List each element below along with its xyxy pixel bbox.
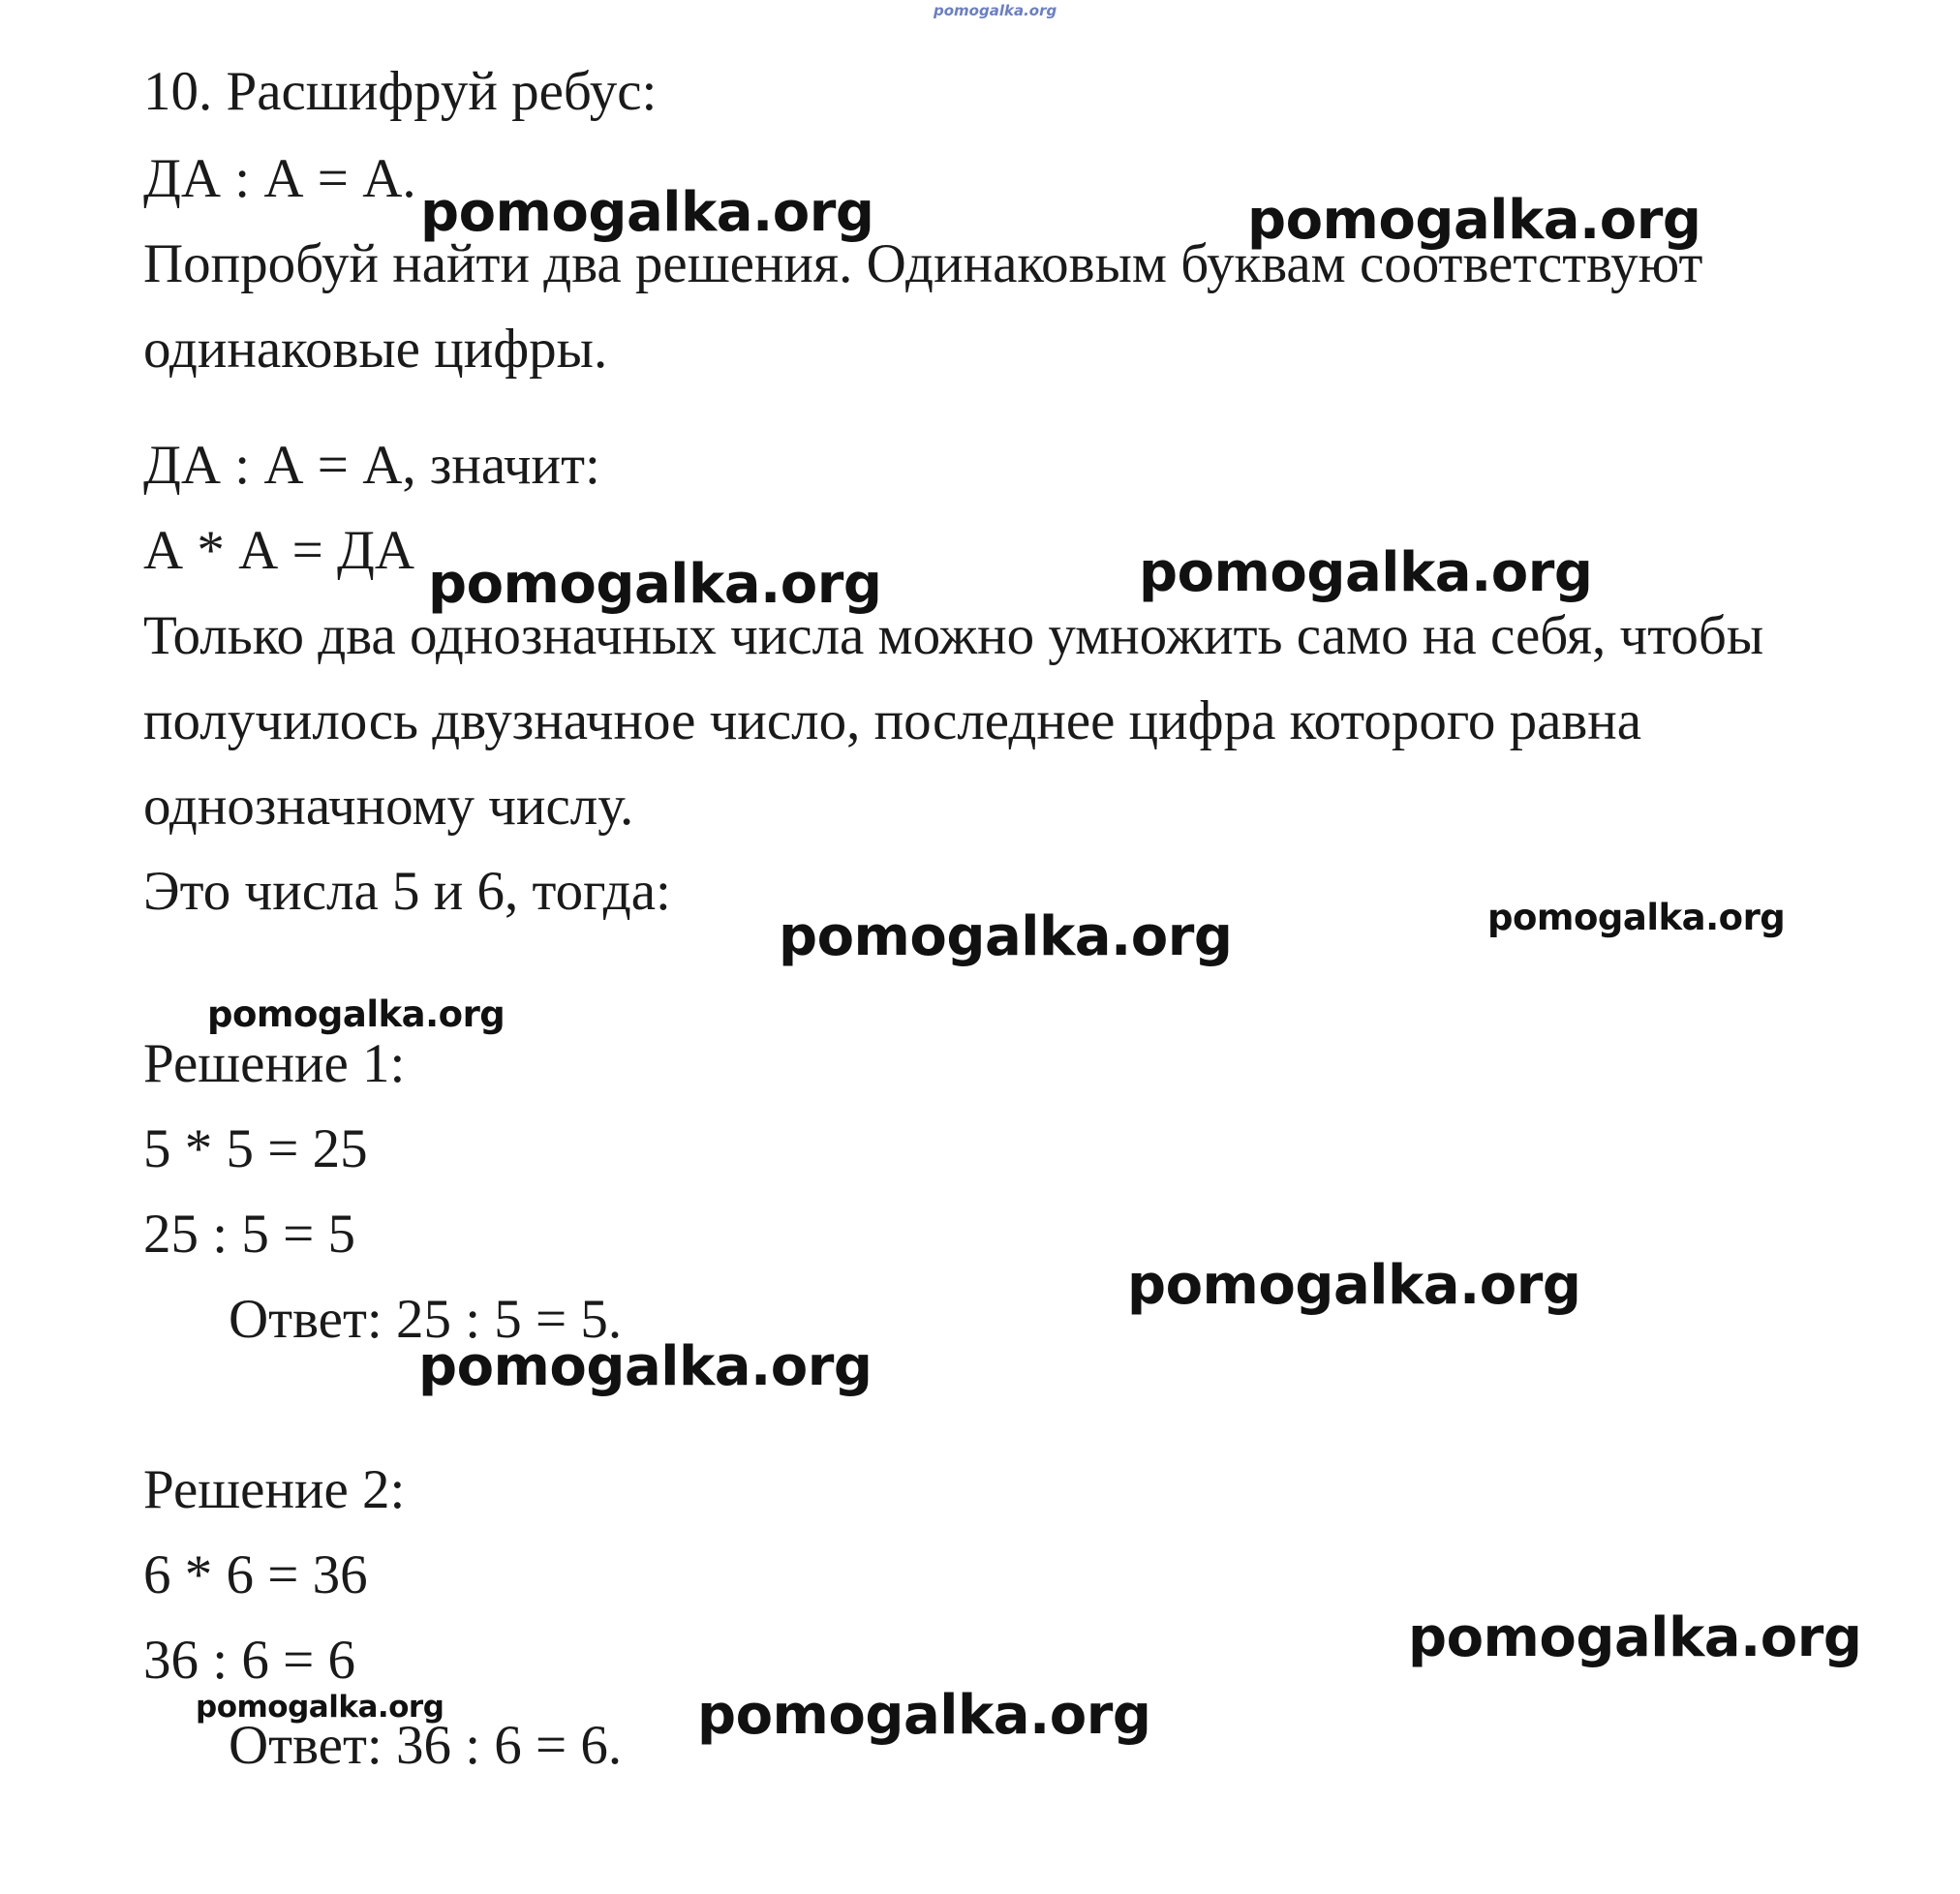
reasoning-line-4: получилось двузначное число, последнее цифра которого равна [143, 690, 1642, 751]
task-title: 10. Расшифруй ребус: [143, 61, 658, 122]
watermark: pomogalka.org [420, 181, 874, 244]
watermark-top: pomogalka.org [934, 2, 1057, 19]
reasoning-line-6: Это числа 5 и 6, тогда: [143, 861, 671, 922]
solution-2-answer: Ответ: 36 : 6 = 6. [229, 1715, 623, 1776]
watermark: pomogalka.org [428, 553, 882, 616]
reasoning-line-1: ДА : А = А, значит: [143, 435, 600, 496]
instruction-line-2: одинаковые цифры. [143, 319, 608, 380]
watermark: pomogalka.org [207, 993, 505, 1035]
watermark: pomogalka.org [1247, 189, 1701, 252]
watermark: pomogalka.org [418, 1335, 873, 1398]
watermark: pomogalka.org [1139, 541, 1593, 604]
solution-2-heading: Решение 2: [143, 1459, 406, 1520]
rebus-statement: ДА : А = А. [143, 148, 416, 209]
solution-2-step-1: 6 * 6 = 36 [143, 1544, 368, 1605]
reasoning-line-3: Только два однозначных числа можно умножить само на себя, чтобы [143, 605, 1764, 666]
reasoning-line-5: однозначному числу. [143, 776, 634, 837]
watermark: pomogalka.org [196, 1690, 444, 1725]
reasoning-line-2: А * А = ДА [143, 520, 415, 581]
solution-1-step-1: 5 * 5 = 25 [143, 1118, 368, 1179]
solution-1-heading: Решение 1: [143, 1033, 406, 1094]
watermark: pomogalka.org [1127, 1254, 1581, 1317]
watermark: pomogalka.org [779, 905, 1233, 968]
instruction-line-1: Попробуй найти два решения. Одинаковым буквам соответствуют [143, 233, 1703, 294]
solution-1-step-2: 25 : 5 = 5 [143, 1204, 355, 1265]
watermark: pomogalka.org [1408, 1606, 1862, 1669]
solution-1-answer: Ответ: 25 : 5 = 5. [229, 1289, 623, 1350]
solution-2-step-2: 36 : 6 = 6 [143, 1630, 355, 1691]
watermark: pomogalka.org [697, 1684, 1151, 1747]
watermark: pomogalka.org [1487, 897, 1786, 938]
